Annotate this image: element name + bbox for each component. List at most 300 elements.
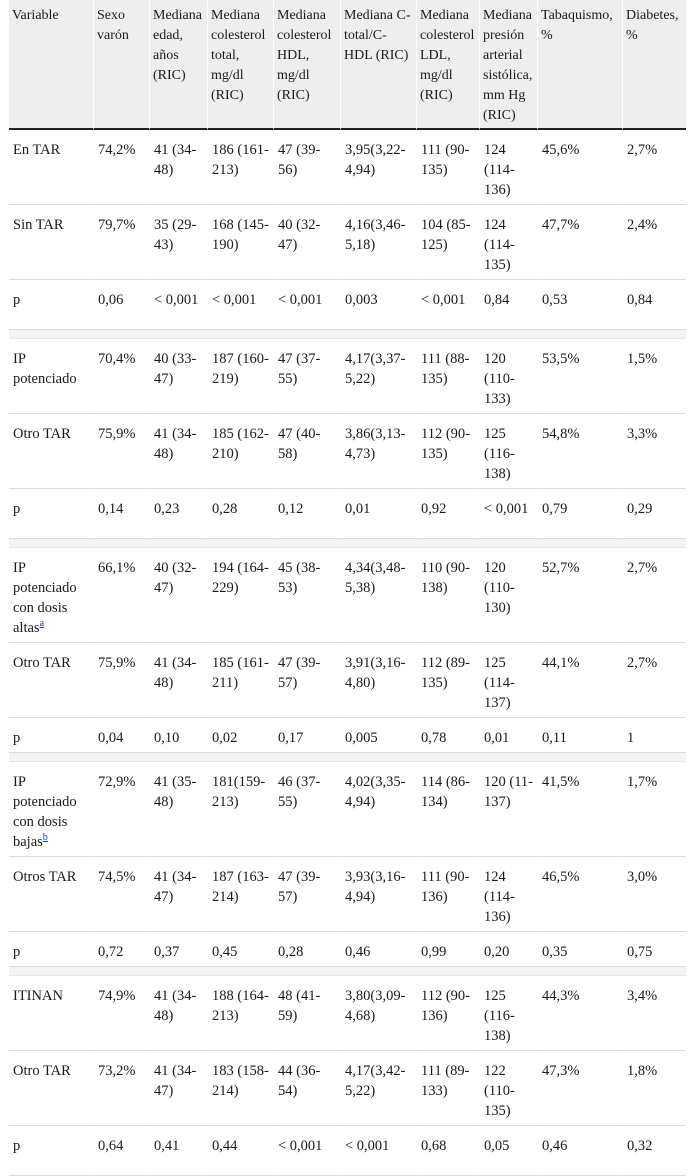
table-cell bbox=[340, 548, 416, 643]
separator-cell bbox=[9, 539, 686, 548]
row-label bbox=[9, 130, 93, 205]
table-cell bbox=[149, 857, 207, 932]
table-cell bbox=[537, 762, 622, 857]
cell-text: 0,44 bbox=[212, 1138, 238, 1154]
table-cell bbox=[149, 130, 207, 205]
separator-cell bbox=[9, 330, 686, 339]
cell-text: 0,003 bbox=[345, 292, 378, 308]
cell-text: 120 (110-130) bbox=[484, 560, 515, 616]
cell-text: 125 (116-138) bbox=[484, 988, 515, 1044]
table-cell bbox=[622, 932, 686, 967]
cell-text: 0,79 bbox=[542, 501, 568, 517]
cell-text: 186 (161-213) bbox=[212, 142, 269, 178]
table-cell bbox=[149, 718, 207, 753]
cell-text: 120 (11-137) bbox=[484, 774, 533, 810]
row-label bbox=[9, 932, 93, 967]
table-cell bbox=[479, 414, 537, 489]
cell-text: 0,53 bbox=[542, 292, 568, 308]
cell-text: 75,9% bbox=[98, 426, 136, 442]
cell-text: 112 (90-135) bbox=[421, 426, 470, 462]
table-row bbox=[9, 205, 686, 280]
cell-text: ITINAN bbox=[13, 988, 63, 1004]
cell-text: 1,5% bbox=[627, 351, 658, 367]
table-cell bbox=[273, 857, 340, 932]
table-cell bbox=[537, 857, 622, 932]
cell-text: < 0,001 bbox=[212, 292, 257, 308]
cell-text: 0,92 bbox=[421, 501, 447, 517]
cell-text: 111 (90-136) bbox=[421, 869, 470, 905]
column-header: Mediana colesterol total, mg/dl (RIC) bbox=[207, 0, 273, 130]
table-cell bbox=[273, 643, 340, 718]
cell-text: 3,0% bbox=[627, 869, 658, 885]
table-cell bbox=[149, 414, 207, 489]
table-cell bbox=[622, 1051, 686, 1126]
cell-text: 41 (34-48) bbox=[154, 426, 197, 462]
cell-text: p bbox=[13, 944, 21, 960]
table-cell bbox=[622, 280, 686, 330]
cell-text: 0,04 bbox=[98, 730, 124, 746]
row-label bbox=[9, 414, 93, 489]
cell-text: 0,02 bbox=[212, 730, 238, 746]
table-cell bbox=[416, 339, 479, 414]
cell-text: < 0,001 bbox=[278, 292, 323, 308]
cell-text: 0,28 bbox=[212, 501, 238, 517]
cell-text: 73,2% bbox=[98, 1063, 136, 1079]
table-row bbox=[9, 857, 686, 932]
cell-text: 0,11 bbox=[542, 730, 567, 746]
column-header: Mediana presión arterial sistólica, mm Hg (RIC) bbox=[479, 0, 537, 130]
table-cell bbox=[207, 643, 273, 718]
table-cell bbox=[340, 489, 416, 539]
cell-text: 183 (158-214) bbox=[212, 1063, 269, 1099]
table-cell bbox=[537, 1051, 622, 1126]
cell-text: 111 (90-135) bbox=[421, 142, 470, 178]
table-cell bbox=[93, 857, 149, 932]
table-cell bbox=[479, 976, 537, 1051]
cell-text: 0,78 bbox=[421, 730, 447, 746]
table-cell bbox=[416, 548, 479, 643]
table-cell bbox=[340, 976, 416, 1051]
cell-text: 3,3% bbox=[627, 426, 658, 442]
cell-text: 40 (32-47) bbox=[154, 560, 197, 596]
row-label bbox=[9, 643, 93, 718]
table-cell bbox=[479, 205, 537, 280]
cell-text: 0,06 bbox=[98, 292, 124, 308]
table-cell bbox=[340, 643, 416, 718]
row-label bbox=[9, 718, 93, 753]
table-cell bbox=[537, 489, 622, 539]
separator-cell bbox=[9, 753, 686, 762]
row-label bbox=[9, 339, 93, 414]
cell-text: 0,41 bbox=[154, 1138, 180, 1154]
table-cell bbox=[340, 130, 416, 205]
cell-text: 41 (34-48) bbox=[154, 142, 197, 178]
table-cell bbox=[622, 339, 686, 414]
cell-text: Otros TAR bbox=[13, 869, 77, 885]
table-cell bbox=[93, 205, 149, 280]
table-cell bbox=[340, 762, 416, 857]
cell-text: 46,5% bbox=[542, 869, 580, 885]
cell-text: 124 (114-136) bbox=[484, 869, 515, 925]
table-cell bbox=[416, 1051, 479, 1126]
table-cell bbox=[479, 280, 537, 330]
cell-text: 0,84 bbox=[484, 292, 510, 308]
cell-text: IP potenciado bbox=[13, 351, 77, 387]
table-cell bbox=[479, 718, 537, 753]
table-cell bbox=[340, 205, 416, 280]
cell-text: < 0,001 bbox=[484, 501, 529, 517]
cell-text: 3,86(3,13-4,73) bbox=[345, 426, 406, 462]
table-cell bbox=[416, 414, 479, 489]
cell-text: 48 (41-59) bbox=[278, 988, 321, 1024]
column-header: Mediana colesterol LDL, mg/dl (RIC) bbox=[416, 0, 479, 130]
cell-text: p bbox=[13, 730, 21, 746]
footnote-link[interactable]: a bbox=[39, 618, 45, 630]
table-cell bbox=[93, 762, 149, 857]
cell-text: 4,02(3,35-4,94) bbox=[345, 774, 406, 810]
table-cell bbox=[622, 130, 686, 205]
cell-text: 185 (162-210) bbox=[212, 426, 269, 462]
table-row bbox=[9, 762, 686, 857]
cell-text: 44,3% bbox=[542, 988, 580, 1004]
table-cell bbox=[93, 718, 149, 753]
row-label bbox=[9, 976, 93, 1051]
table-cell bbox=[93, 339, 149, 414]
cell-text: 0,45 bbox=[212, 944, 238, 960]
table-cell bbox=[207, 280, 273, 330]
table-cell bbox=[207, 1051, 273, 1126]
table-cell bbox=[537, 548, 622, 643]
cell-text: 47 (37-55) bbox=[278, 351, 321, 387]
table-cell bbox=[622, 489, 686, 539]
cell-text: 188 (164-213) bbox=[212, 988, 269, 1024]
table-cell bbox=[273, 339, 340, 414]
cell-text: 2,7% bbox=[627, 560, 658, 576]
table-cell bbox=[537, 932, 622, 967]
table-cell bbox=[537, 130, 622, 205]
cell-text: 0,64 bbox=[98, 1138, 124, 1154]
cell-text: p bbox=[13, 501, 21, 517]
cell-text: 41 (34-47) bbox=[154, 1063, 197, 1099]
cell-text: 0,72 bbox=[98, 944, 124, 960]
table-cell bbox=[207, 932, 273, 967]
cell-text: 124 (114-136) bbox=[484, 142, 515, 198]
cell-text: 0,05 bbox=[484, 1138, 510, 1154]
cell-text: 3,93(3,16-4,94) bbox=[345, 869, 406, 905]
cell-text: 79,7% bbox=[98, 217, 136, 233]
group-separator bbox=[9, 967, 686, 976]
column-header: Mediana colesterol HDL, mg/dl (RIC) bbox=[273, 0, 340, 130]
table-row bbox=[9, 932, 686, 967]
table-row bbox=[9, 548, 686, 643]
cell-text: 40 (33-47) bbox=[154, 351, 197, 387]
table-cell bbox=[537, 976, 622, 1051]
table-cell bbox=[149, 643, 207, 718]
table-cell bbox=[479, 548, 537, 643]
table-cell bbox=[149, 280, 207, 330]
cell-text: 35 (29-43) bbox=[154, 217, 197, 253]
table-cell bbox=[273, 1126, 340, 1176]
table-body bbox=[9, 130, 686, 1176]
group-separator bbox=[9, 539, 686, 548]
table-cell bbox=[622, 643, 686, 718]
table-cell bbox=[93, 976, 149, 1051]
table-cell bbox=[340, 718, 416, 753]
cell-text: 0,46 bbox=[542, 1138, 568, 1154]
table-cell bbox=[207, 339, 273, 414]
table-cell bbox=[622, 718, 686, 753]
cell-text: Otro TAR bbox=[13, 426, 71, 442]
table-cell bbox=[273, 932, 340, 967]
cell-text: 2,7% bbox=[627, 655, 658, 671]
cell-text: 41 (34-48) bbox=[154, 655, 197, 691]
table-cell bbox=[416, 857, 479, 932]
cell-text: 0,35 bbox=[542, 944, 568, 960]
table-cell bbox=[622, 548, 686, 643]
table-cell bbox=[622, 414, 686, 489]
cell-text: 3,80(3,09-4,68) bbox=[345, 988, 406, 1024]
cell-text: 0,75 bbox=[627, 944, 653, 960]
cell-text: < 0,001 bbox=[345, 1138, 390, 1154]
table-cell bbox=[479, 932, 537, 967]
group-separator bbox=[9, 330, 686, 339]
cell-text: < 0,001 bbox=[278, 1138, 323, 1154]
table-cell bbox=[416, 130, 479, 205]
table-cell bbox=[93, 489, 149, 539]
table-cell bbox=[340, 414, 416, 489]
table-cell bbox=[416, 1126, 479, 1176]
cell-text: 168 (145-190) bbox=[212, 217, 269, 253]
table-cell bbox=[273, 414, 340, 489]
cell-text: 2,7% bbox=[627, 142, 658, 158]
table-cell bbox=[416, 643, 479, 718]
table-cell bbox=[273, 718, 340, 753]
column-header: Variable bbox=[9, 0, 93, 130]
table-cell bbox=[537, 1126, 622, 1176]
cell-text: 111 (88-135) bbox=[421, 351, 470, 387]
table-cell bbox=[537, 718, 622, 753]
cell-text: 0,99 bbox=[421, 944, 447, 960]
cell-text: Otro TAR bbox=[13, 655, 71, 671]
table-cell bbox=[149, 1051, 207, 1126]
cell-text: 120 (110-133) bbox=[484, 351, 515, 407]
table-cell bbox=[93, 548, 149, 643]
table-row bbox=[9, 130, 686, 205]
table-cell bbox=[273, 1051, 340, 1126]
table-cell bbox=[479, 489, 537, 539]
cell-text: p bbox=[13, 292, 21, 308]
separator-cell bbox=[9, 967, 686, 976]
table-cell bbox=[622, 976, 686, 1051]
row-label bbox=[9, 762, 93, 857]
cell-text: 125 (116-138) bbox=[484, 426, 515, 482]
cell-text: 0,37 bbox=[154, 944, 180, 960]
table-cell bbox=[207, 976, 273, 1051]
column-header: Mediana C-total/C-HDL (RIC) bbox=[340, 0, 416, 130]
table-cell bbox=[340, 932, 416, 967]
table-cell bbox=[537, 280, 622, 330]
table-cell bbox=[207, 548, 273, 643]
cell-text: 2,4% bbox=[627, 217, 658, 233]
cell-text: p bbox=[13, 1138, 21, 1154]
table-row bbox=[9, 414, 686, 489]
cell-text: < 0,001 bbox=[154, 292, 199, 308]
cell-text: 0,84 bbox=[627, 292, 653, 308]
table-cell bbox=[207, 489, 273, 539]
table-cell bbox=[207, 718, 273, 753]
table-cell bbox=[340, 1126, 416, 1176]
cell-text: 4,34(3,48-5,38) bbox=[345, 560, 406, 596]
cell-text: 4,17(3,42-5,22) bbox=[345, 1063, 406, 1099]
cell-text: 41 (34-48) bbox=[154, 988, 197, 1024]
table-cell bbox=[340, 339, 416, 414]
table-cell bbox=[416, 205, 479, 280]
column-header: Sexo varón bbox=[93, 0, 149, 130]
table-cell bbox=[479, 339, 537, 414]
cell-text: 0,23 bbox=[154, 501, 180, 517]
table-cell bbox=[537, 205, 622, 280]
cell-text: 110 (90-138) bbox=[421, 560, 470, 596]
cell-text: 74,2% bbox=[98, 142, 136, 158]
cell-text: 74,9% bbox=[98, 988, 136, 1004]
table-cell bbox=[340, 1051, 416, 1126]
table-cell bbox=[149, 339, 207, 414]
cell-text: En TAR bbox=[13, 142, 61, 158]
table-cell bbox=[93, 280, 149, 330]
table-cell bbox=[149, 762, 207, 857]
row-label bbox=[9, 489, 93, 539]
row-label bbox=[9, 1051, 93, 1126]
cell-text: 47,3% bbox=[542, 1063, 580, 1079]
table-row bbox=[9, 1126, 686, 1176]
table-cell bbox=[340, 280, 416, 330]
table-cell bbox=[537, 643, 622, 718]
table-cell bbox=[93, 414, 149, 489]
table-cell bbox=[416, 489, 479, 539]
table-cell bbox=[149, 205, 207, 280]
table-cell bbox=[622, 205, 686, 280]
cell-text: 46 (37-55) bbox=[278, 774, 321, 810]
cell-text: 44 (36-54) bbox=[278, 1063, 321, 1099]
cell-text: 0,12 bbox=[278, 501, 304, 517]
table-cell bbox=[93, 643, 149, 718]
cell-text: 0,14 bbox=[98, 501, 124, 517]
cell-text: 40 (32-47) bbox=[278, 217, 321, 253]
cell-text: 194 (164-229) bbox=[212, 560, 269, 596]
cell-text: 0,68 bbox=[421, 1138, 447, 1154]
table-cell bbox=[416, 762, 479, 857]
cell-text: Sin TAR bbox=[13, 217, 64, 233]
cell-text: 187 (163-214) bbox=[212, 869, 269, 905]
cell-text: 124 (114-135) bbox=[484, 217, 515, 273]
cell-text: 54,8% bbox=[542, 426, 580, 442]
table-cell bbox=[416, 280, 479, 330]
table-cell bbox=[93, 1126, 149, 1176]
cell-text: 52,7% bbox=[542, 560, 580, 576]
table-cell bbox=[273, 130, 340, 205]
cell-text: 45,6% bbox=[542, 142, 580, 158]
table-row bbox=[9, 976, 686, 1051]
table-cell bbox=[273, 489, 340, 539]
cell-text: 44,1% bbox=[542, 655, 580, 671]
table-row bbox=[9, 1051, 686, 1126]
row-label bbox=[9, 1126, 93, 1176]
table-cell bbox=[622, 1126, 686, 1176]
cell-text: 125 (114-137) bbox=[484, 655, 515, 711]
column-header: Mediana edad, años (RIC) bbox=[149, 0, 207, 130]
table-cell bbox=[537, 414, 622, 489]
cell-text: 114 (86-134) bbox=[421, 774, 470, 810]
cell-text: 112 (89-135) bbox=[421, 655, 470, 691]
cell-text: 47 (40-58) bbox=[278, 426, 321, 462]
row-label bbox=[9, 857, 93, 932]
header-row bbox=[9, 0, 686, 130]
cell-text: 111 (89-133) bbox=[421, 1063, 470, 1099]
row-label bbox=[9, 280, 93, 330]
cell-text: 47,7% bbox=[542, 217, 580, 233]
cell-text: 4,16(3,46-5,18) bbox=[345, 217, 406, 253]
table-cell bbox=[340, 857, 416, 932]
table-cell bbox=[273, 280, 340, 330]
table-row bbox=[9, 643, 686, 718]
column-header: Diabetes, % bbox=[622, 0, 686, 130]
cell-text: 41 (35-48) bbox=[154, 774, 197, 810]
cell-text: 187 (160-219) bbox=[212, 351, 269, 387]
cell-text: 181(159-213) bbox=[212, 774, 266, 810]
cell-text: 1 bbox=[627, 730, 635, 746]
cell-text: 0,32 bbox=[627, 1138, 653, 1154]
cell-text: < 0,001 bbox=[421, 292, 466, 308]
table-cell bbox=[149, 548, 207, 643]
footnote-link[interactable]: b bbox=[42, 832, 48, 844]
table-cell bbox=[93, 1051, 149, 1126]
cell-text: 122 (110-135) bbox=[484, 1063, 515, 1119]
table-cell bbox=[207, 1126, 273, 1176]
cell-text: 0,01 bbox=[484, 730, 510, 746]
table-cell bbox=[207, 857, 273, 932]
cell-text: 104 (85-125) bbox=[421, 217, 471, 253]
cell-text: 47 (39-57) bbox=[278, 655, 321, 691]
cell-text: IP potenciado con dosis altas bbox=[13, 560, 77, 636]
group-separator bbox=[9, 753, 686, 762]
table-cell bbox=[207, 130, 273, 205]
cell-text: 72,9% bbox=[98, 774, 136, 790]
table-cell bbox=[273, 976, 340, 1051]
table-cell bbox=[479, 1051, 537, 1126]
table-row bbox=[9, 280, 686, 330]
row-label bbox=[9, 205, 93, 280]
table-row bbox=[9, 489, 686, 539]
table-cell bbox=[273, 205, 340, 280]
table-cell bbox=[149, 489, 207, 539]
cell-text: 0,10 bbox=[154, 730, 180, 746]
table-cell bbox=[479, 643, 537, 718]
table-cell bbox=[537, 339, 622, 414]
table-cell bbox=[93, 130, 149, 205]
table-cell bbox=[479, 1126, 537, 1176]
cell-text: 47 (39-57) bbox=[278, 869, 321, 905]
cell-text: 185 (161-211) bbox=[212, 655, 269, 691]
cell-text: 47 (39-56) bbox=[278, 142, 321, 178]
cell-text: 53,5% bbox=[542, 351, 580, 367]
table-row bbox=[9, 718, 686, 753]
cell-text: 66,1% bbox=[98, 560, 136, 576]
cell-text: 0,46 bbox=[345, 944, 371, 960]
table-cell bbox=[479, 762, 537, 857]
table-cell bbox=[479, 857, 537, 932]
row-label bbox=[9, 548, 93, 643]
table-cell bbox=[207, 762, 273, 857]
